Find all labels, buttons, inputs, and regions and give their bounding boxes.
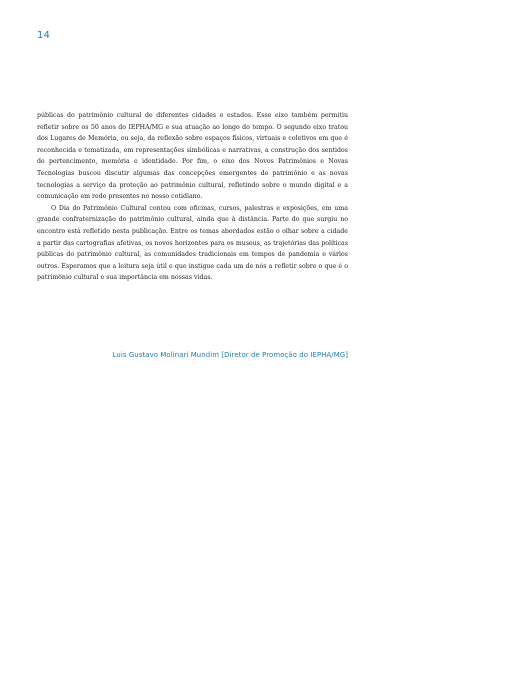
article-paragraph: O Dia do Patrimônio Cultural contou com oficinas, cursos, palestras e exposições, em uma grande confraternização do patrimônio cultural, ainda que à distância. Parte do que surgiu no encontro está refletido nesta publicação. Entre os temas abordados estão o olhar sobre a cidade a partir das cartografias afetivas, os novos horizontes para os museus, as trajetórias das políticas públicas do patrimônio cultural, as comunidades tradicionais em tempos de pandemia e vários outros. Esperamos que a leitura seja útil e que instigue cada um de nós a refletir sobre o que é o patrimônio cultural e sua importância em nossas vidas. — [37, 204, 348, 282]
page-number: 14 — [37, 30, 51, 41]
article-paragraph: públicas do patrimônio cultural de diferentes cidades e estados. Esse eixo também permitiu refletir sobre os 50 anos do IEPHA/MG e sua atuação ao longo do tempo. O segundo eixo tratou dos Lugares de Memória, ou seja, da reflexão sobre espaços físicos, virtuais e coletivos em que é reconhecida e tematizada, em representações simbólicas e narrativas, a construção dos sentidos de pertencimento, memória e identidade. Por fim, o eixo dos Novos Patrimônios e Novas Tecnologias buscou discutir algumas das concepções emergentes de patrimônio e as novas tecnologias a serviço da proteção ao patrimônio cultural, refletindo sobre o mundo digital e a comunicação em rede presentes no nosso cotidiano. — [37, 112, 348, 201]
author-signature: Luis Gustavo Molinari Mundim [Diretor de Promoção do IEPHA/MG] — [112, 351, 348, 359]
article-body — [37, 110, 348, 284]
